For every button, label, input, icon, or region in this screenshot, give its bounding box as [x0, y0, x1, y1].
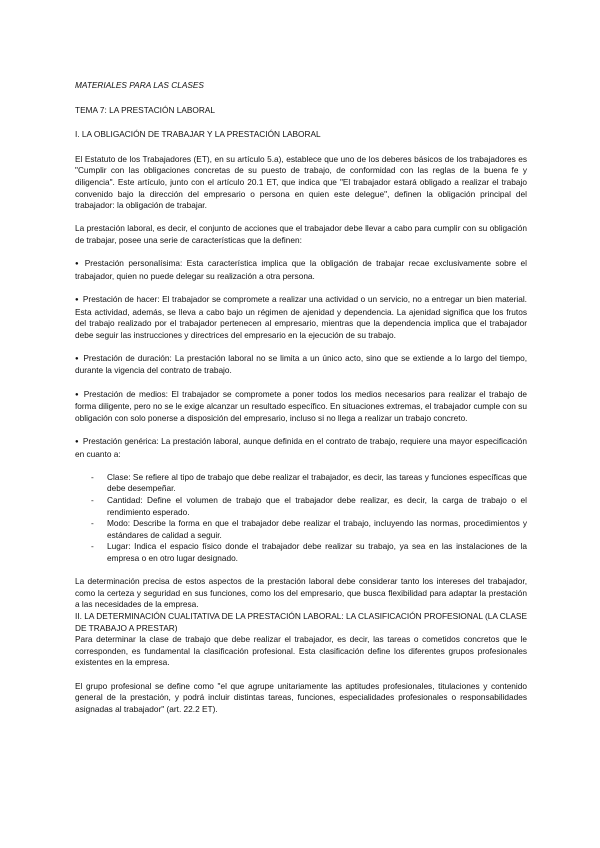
topic-title: TEMA 7: LA PRESTACIÓN LABORAL [75, 104, 216, 115]
list-item-cantidad: - Cantidad: Define el volumen de trabajo que el trabajador debe realizar, es decir, la carga de trabajo o el rendimiento esperado. [107, 495, 527, 518]
bullet-generica: ● Prestación genérica: La prestación laboral, aunque definida en el contrato de trabajo, requiere una mayor especificación en cuanto a: [75, 436, 527, 460]
paragraph-2: La prestación laboral, es decir, el conjunto de acciones que el trabajador debe llevar a cabo para cumplir con su obligación de trabajar, posee una serie de características que la definen: [75, 223, 527, 245]
list-item-lugar: - Lugar: Indica el espacio físico donde el trabajador debe realizar su trabajo, ya sea en las instalaciones de la empresa o en otro lugar designado. [107, 541, 527, 564]
specification-list [75, 472, 527, 565]
paragraph-5: El grupo profesional se define como "el que agrupe unitariamente las aptitudes profesionales, titulaciones y contenido general de la prestación, y podrá incluir distintas tareas, funciones, especialidades profesionales o responsabilidades asignadas al trabajador" (art. 22.2 ET). [75, 680, 527, 714]
document-subtitle: MATERIALES PARA LAS CLASES [75, 80, 204, 90]
section-1-heading: I. LA OBLIGACIÓN DE TRABAJAR Y LA PRESTACIÓN LABORAL [75, 129, 321, 140]
section-2-heading: II. LA DETERMINACIÓN CUALITATIVA DE LA PRESTACIÓN LABORAL: LA CLASIFICACIÓN PROFESIONAL (LA CLASE DE TRABAJO A PRESTAR) [75, 610, 527, 633]
bullet-duracion: ● Prestación de duración: La prestación laboral no se limita a un único acto, sino que se extiende a lo largo del tiempo, durante la vigencia del contrato de trabajo. [75, 353, 527, 377]
paragraph-1: El Estatuto de los Trabajadores (ET), en su artículo 5.a), establece que uno de los deberes básicos de los trabajadores es "Cumplir con las obligaciones concretas de su puesto de trabajo, de conformidad con las reglas de la buena fe y diligencia". Este artículo, junto con el artículo 20.1 ET, que indica que "El trabajador estará obligado a realizar el trabajo convenido bajo la dirección del empresario o persona en quien este delegue", definen la obligación principal del trabajador: la obligación de trabajar. [75, 153, 527, 211]
bullet-medios: ● Prestación de medios: El trabajador se compromete a poner todos los medios necesarios para realizar el trabajo de forma diligente, pero no se le exige alcanzar un resultado específico. En situaciones extremas, el trabajador cumple con su obligación con solo ponerse a disposición del empresario, incluso si no llega a realizar un trabajo concreto. [75, 389, 527, 425]
list-item-clase: - Clase: Se refiere al tipo de trabajo que debe realizar el trabajador, es decir, las tareas y funciones específicas que debe desempeñar. [107, 472, 527, 495]
bullet-hacer: ● Prestación de hacer: El trabajador se compromete a realizar una actividad o un servicio, no a entregar un bien material. Esta actividad, además, se lleva a cabo bajo un régimen de ajenidad y dependencia. La ajenidad significa que los frutos del trabajo realizado por el trabajador pertenecen al empresario, mientras que la dependencia implica que el trabajador debe seguir las instrucciones y directrices del empresario en la ejecución de su trabajo. [75, 294, 527, 341]
paragraph-4: Para determinar la clase de trabajo que debe realizar el trabajador, es decir, las tareas o cometidos concretos que le corresponden, es fundamental la clasificación profesional. Esta clasificación define los diferentes grupos profesionales existentes en la empresa. [75, 634, 527, 668]
document-body [75, 80, 527, 715]
paragraph-3: La determinación precisa de estos aspectos de la prestación laboral debe considerar tanto los intereses del trabajador, como la certeza y seguridad en sus funciones, como los del empresario, que busca flexibilidad para adaptar la prestación a las necesidades de la empresa. [75, 576, 527, 610]
list-item-modo: - Modo: Describe la forma en que el trabajador debe realizar el trabajo, incluyendo las normas, procedimientos y estándares de calidad a seguir. [107, 518, 527, 541]
bullet-personalisima: ● Prestación personalísima: Esta característica implica que la obligación de trabajar recae exclusivamente sobre el trabajador, quien no puede delegar su realización a otra persona. [75, 258, 527, 282]
